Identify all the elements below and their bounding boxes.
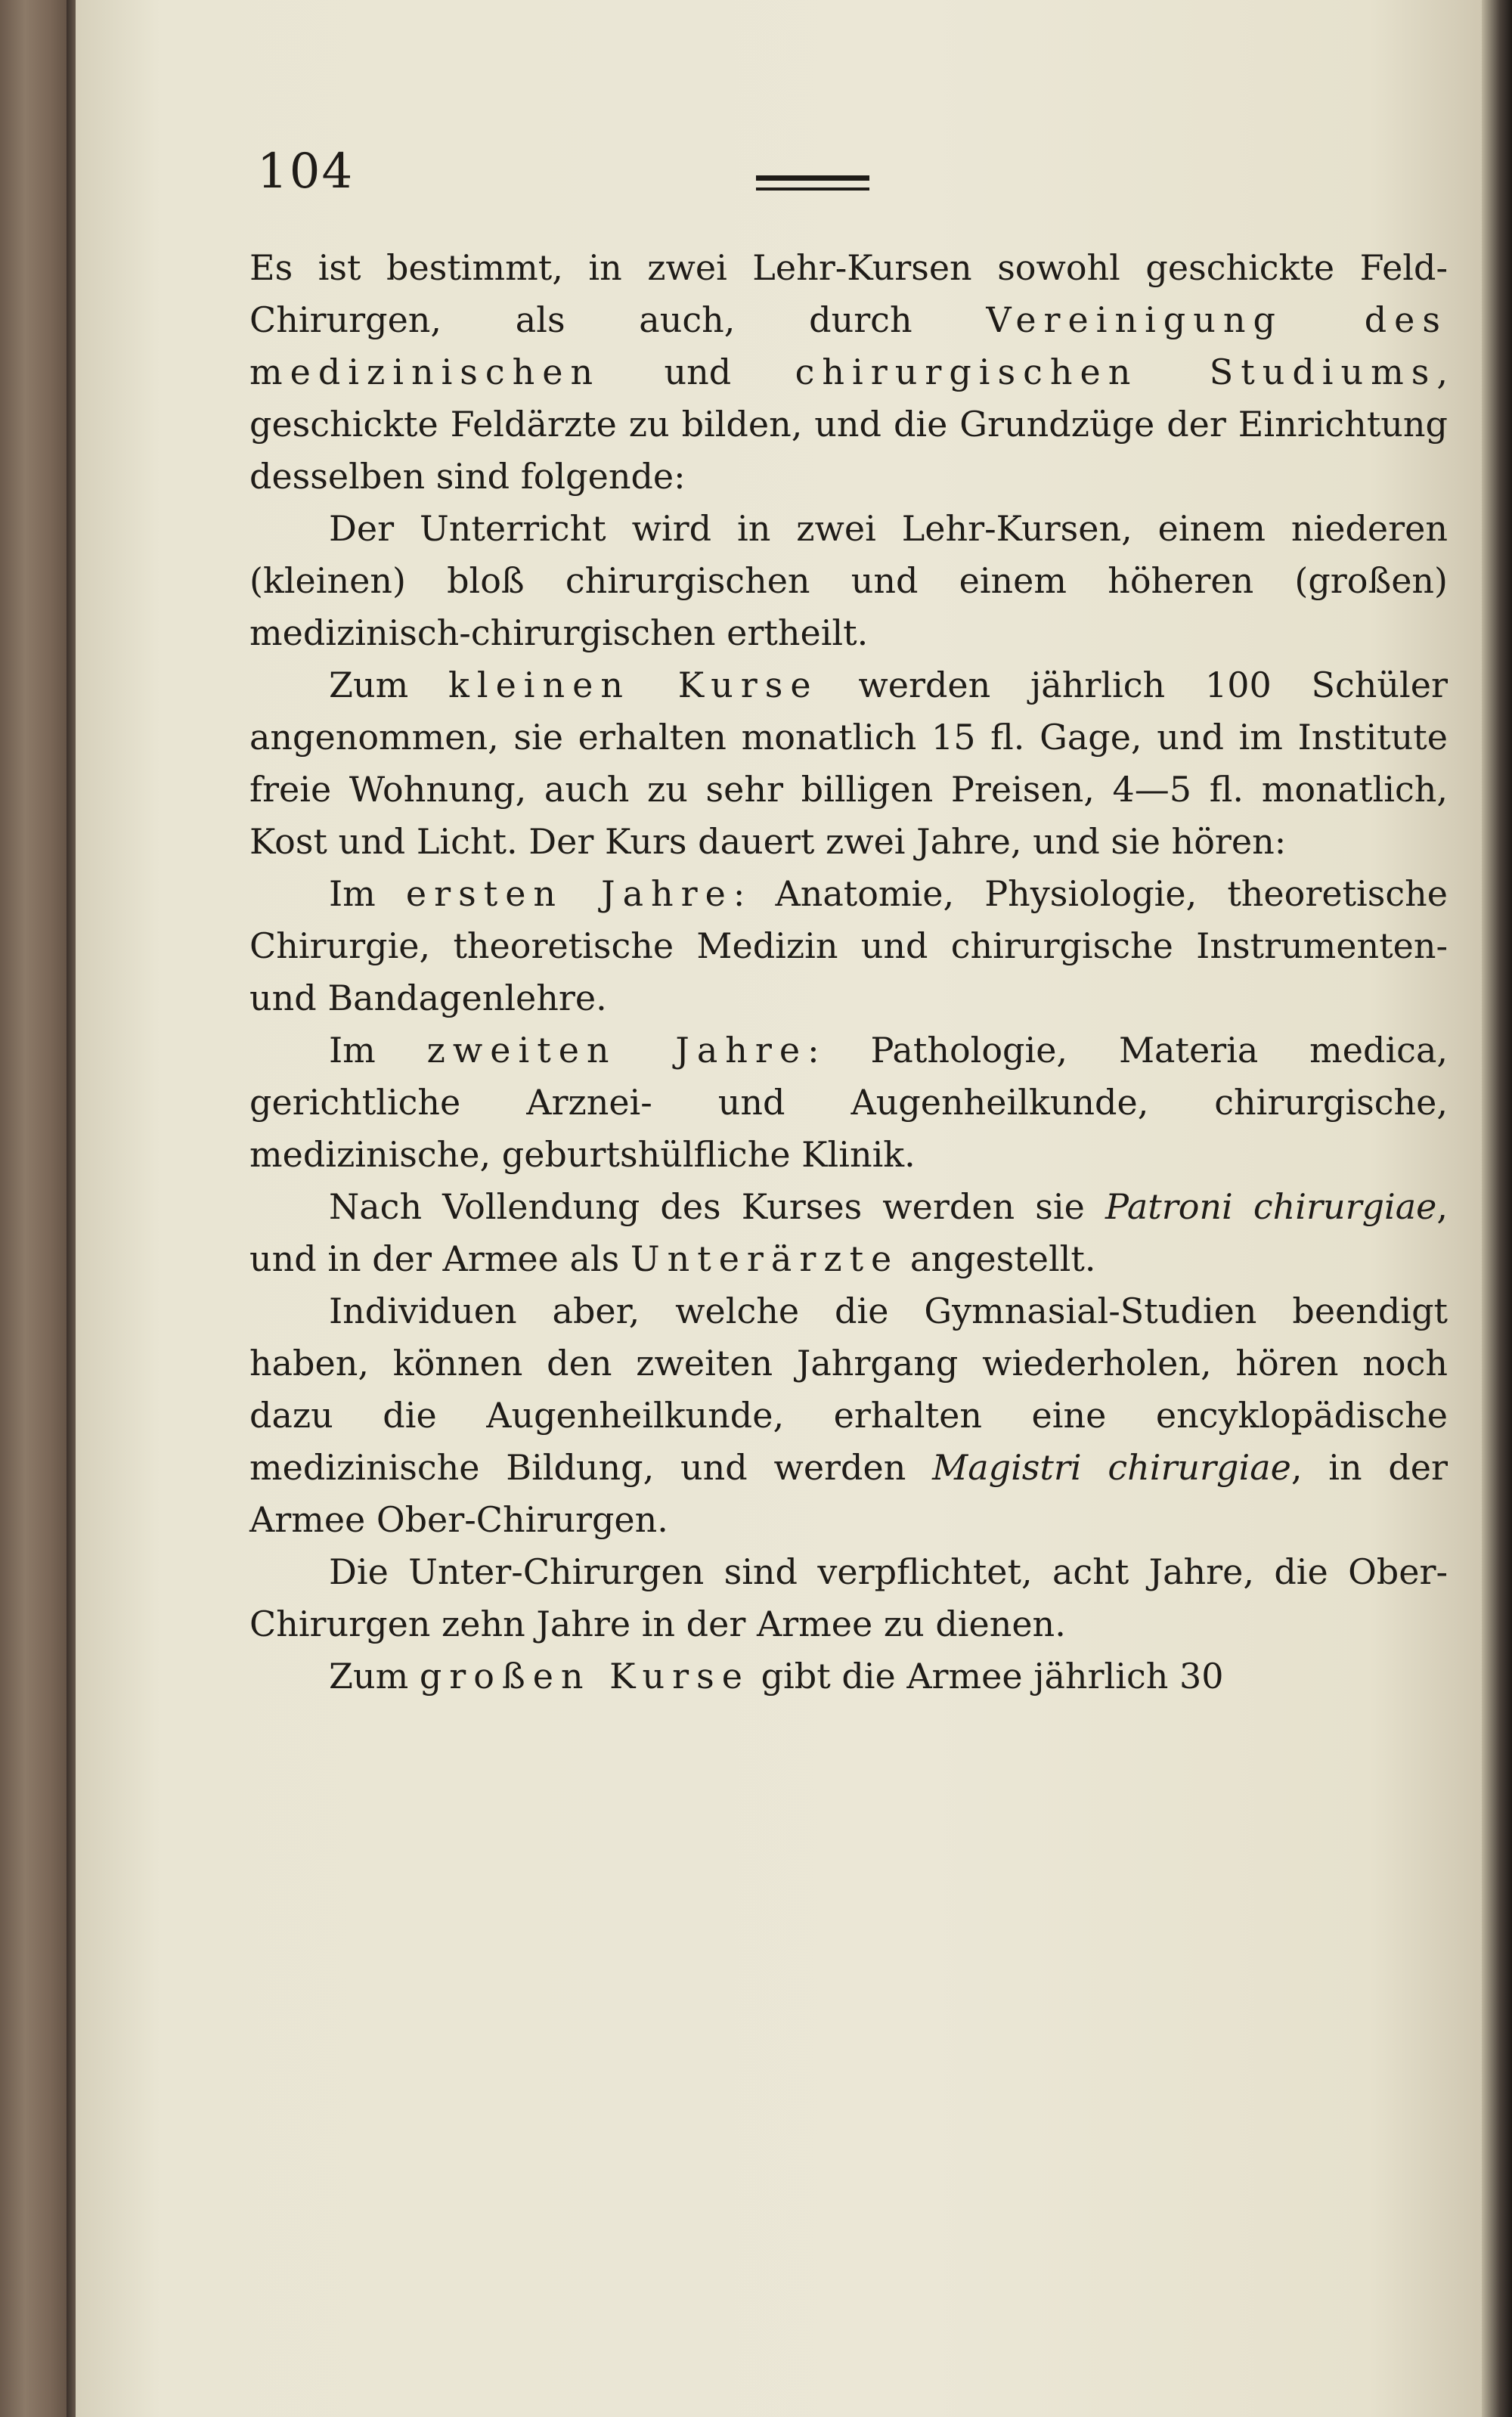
paragraph-p3: [249, 659, 1448, 868]
header-rule: [756, 175, 869, 191]
spaced-emphasis: chirurgischen Studiums: [795, 352, 1437, 392]
paragraph-p4: [249, 868, 1448, 1024]
book-spine: [0, 0, 72, 2417]
body-text: [249, 242, 1448, 1703]
spaced-emphasis: kleinen Kurse: [448, 665, 819, 705]
spaced-emphasis: zweiten Jahre: [426, 1030, 808, 1071]
text-run: Materia medica: [1118, 1030, 1437, 1071]
page-number: 104: [257, 144, 355, 200]
paragraph-p2: [249, 503, 1448, 659]
text-run: Im: [329, 873, 406, 914]
page-right-edge: [1482, 0, 1512, 2417]
spaced-emphasis: ersten Jahre: [405, 873, 733, 914]
text-run: , gerichtliche Arznei- und Augenheilkunde, chirurgische, medizinische, geburtshülfliche Klinik.: [249, 1030, 1448, 1175]
text-run: : Pathologie,: [807, 1030, 1119, 1071]
text-run: , und in der Armee als: [249, 1186, 1448, 1279]
spaced-emphasis: großen Kurse: [419, 1656, 750, 1697]
paragraph-p9: [249, 1650, 1448, 1703]
paragraph-p5: [249, 1024, 1448, 1181]
text-run: gibt die Armee jährlich 30: [749, 1656, 1224, 1697]
text-run: und: [600, 352, 795, 392]
text-run: Der Unterricht wird in zwei Lehr-Kursen, einem niederen (kleinen) bloß chirurgischen und einem höheren (großen) medizinisch-chirurgischen ertheilt.: [249, 508, 1448, 653]
text-run: Es ist bestimmt, in zwei Lehr-Kursen sowohl geschickte Feld-Chirurgen, als auch, durch: [249, 247, 1448, 340]
spaced-emphasis: Vereinigung des medizinischen: [249, 299, 1448, 392]
text-run: Im: [329, 1030, 427, 1071]
paragraph-p7: [249, 1285, 1448, 1546]
book-page: [76, 0, 1482, 2417]
text-run: Individuen aber, welche die Gymnasial-Studien beendigt haben, können den zweiten Jahrgang wiederholen, hören noch dazu die Augenheilkunde, erhalten eine encyklopädische medizinische Bildung, und werden: [249, 1291, 1448, 1488]
text-run: , geschickte Feldärzte zu bilden, und die Grundzüge der Einrichtung desselben sind folgende:: [249, 352, 1448, 497]
italic-latin-term: Patroni chirurgiae: [1105, 1186, 1437, 1227]
text-run: Zum: [329, 1656, 420, 1697]
text-run: : Anatomie, Physiologie, theoretische Chirurgie, theoretische Medizin und chirurgische Instrumenten- und Bandagenlehre.: [249, 873, 1448, 1018]
paragraph-p1: [249, 242, 1448, 503]
text-run: Zum: [329, 665, 448, 705]
paragraph-p6: [249, 1181, 1448, 1285]
text-run: angestellt.: [899, 1238, 1096, 1279]
text-run: , in der Armee Ober-Chirurgen.: [249, 1447, 1448, 1540]
italic-latin-term: Magistri chirurgiae: [932, 1447, 1291, 1488]
text-run: Die Unter-Chirurgen sind verpflichtet, acht Jahre, die Ober-Chirurgen zehn Jahre in der Armee zu dienen.: [249, 1551, 1448, 1644]
text-run: Nach Vollendung des Kurses werden sie: [329, 1186, 1105, 1227]
paragraph-p8: [249, 1546, 1448, 1650]
spaced-emphasis: Unterärzte: [630, 1238, 900, 1279]
text-run: werden jährlich 100 Schüler angenommen, sie erhalten monatlich 15 fl. Gage, und im Institute freie Wohnung, auch zu sehr billigen Preisen, 4—5 fl. monatlich, Kost und Licht. Der Kurs dauert zwei Jahre, und sie hören:: [249, 665, 1448, 862]
